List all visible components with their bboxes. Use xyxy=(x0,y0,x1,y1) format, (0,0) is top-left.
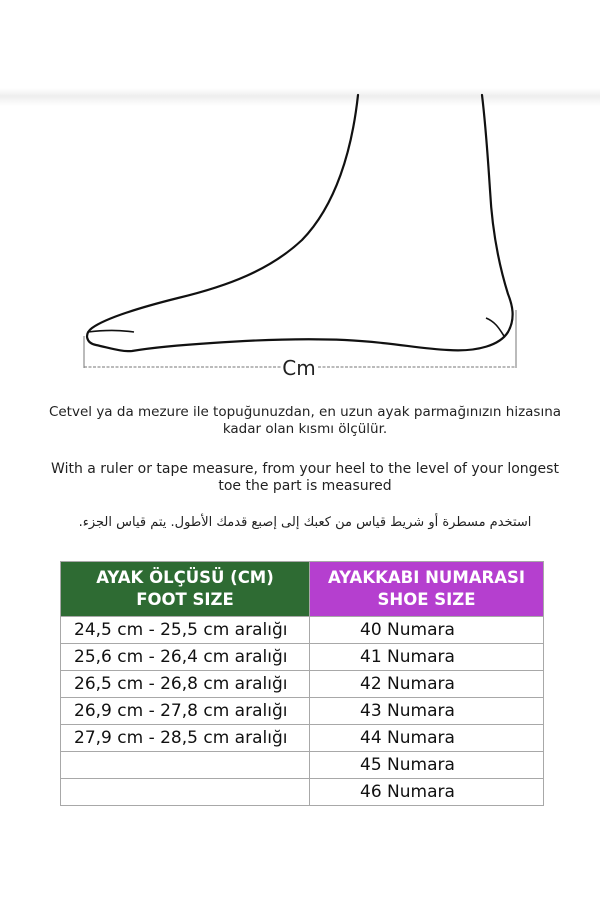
heel-crease xyxy=(486,318,504,336)
table-row xyxy=(61,752,544,779)
foot-size-cell: 25,6 cm - 26,4 cm aralığı xyxy=(61,644,310,671)
foot-outline xyxy=(87,95,513,351)
instruction-turkish: Cetvel ya da mezure ile topuğunuzdan, en uzun ayak parmağınızın hizasına kadar olan kısmı ölçülür. xyxy=(48,404,562,437)
shoe-size-cell: 43 Numara xyxy=(310,698,544,725)
table-row xyxy=(61,725,544,752)
header-foot-size-en: FOOT SIZE xyxy=(136,590,234,609)
top-band xyxy=(0,0,600,96)
table-row xyxy=(61,698,544,725)
foot-size-cell xyxy=(61,779,310,806)
size-chart-table xyxy=(60,561,544,806)
shoe-size-cell: 42 Numara xyxy=(310,671,544,698)
instruction-arabic: استخدم مسطرة أو شريط قياس من كعبك إلى إصبع قدمك الأطول. يتم قياس الجزء. xyxy=(78,515,532,530)
toe-crease xyxy=(88,331,134,333)
header-foot-size-tr: AYAK ÖLÇÜSÜ (CM) xyxy=(96,568,274,587)
foot-size-cell xyxy=(61,752,310,779)
foot-size-cell: 26,5 cm - 26,8 cm aralığı xyxy=(61,671,310,698)
measure-unit-label: Cm xyxy=(282,356,316,380)
shoe-size-cell: 40 Numara xyxy=(310,617,544,644)
shoe-size-cell: 41 Numara xyxy=(310,644,544,671)
shoe-size-cell: 46 Numara xyxy=(310,779,544,806)
foot-outline-illustration xyxy=(0,90,600,390)
foot-size-cell: 26,9 cm - 27,8 cm aralığı xyxy=(61,698,310,725)
header-shoe-size-en: SHOE SIZE xyxy=(377,590,476,609)
shoe-size-cell: 44 Numara xyxy=(310,725,544,752)
foot-size-cell: 24,5 cm - 25,5 cm aralığı xyxy=(61,617,310,644)
shoe-size-cell: 45 Numara xyxy=(310,752,544,779)
table-row xyxy=(61,617,544,644)
table-header-row xyxy=(61,562,544,617)
header-foot-size xyxy=(61,562,310,617)
foot-size-cell: 27,9 cm - 28,5 cm aralığı xyxy=(61,725,310,752)
instruction-english: With a ruler or tape measure, from your heel to the level of your longest toe the part is measured xyxy=(51,461,559,494)
table-row xyxy=(61,671,544,698)
header-shoe-size xyxy=(310,562,544,617)
table-row xyxy=(61,644,544,671)
table-row xyxy=(61,779,544,806)
header-shoe-size-tr: AYAKKABI NUMARASI xyxy=(327,568,526,587)
